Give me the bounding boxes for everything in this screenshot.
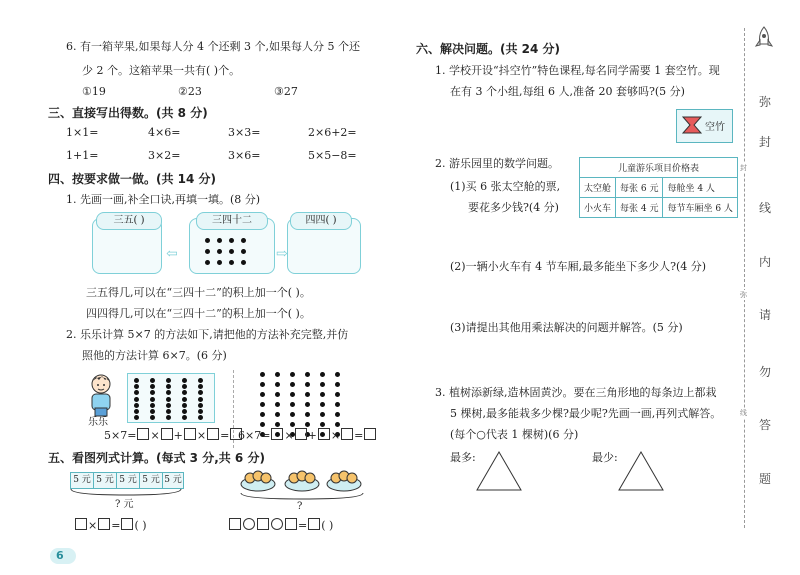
q2-3-text: (3)请提出其他用乘法解决的问题并解答。(5 分) [450,321,683,334]
coin-5yuan: 5 元 [139,472,163,489]
arrow-right-icon: ⇨ [276,246,288,262]
q3-line1: 3. 植树添新绿,造林固黄沙。要在三角形地的每条边上都栽 [435,386,717,399]
dot [134,409,139,414]
dot [182,403,187,408]
money-equation: × = ( ) [74,518,147,533]
q6-option-2: ②23 [178,85,202,98]
q1-line2: 在有 3 个小组,每组 6 人,准备 20 套够吗?(5 分) [450,85,685,98]
q3-line3: (每个○代表 1 棵树)(6 分) [450,428,579,441]
dot [260,422,265,427]
dot [305,402,310,407]
answer-box[interactable] [207,428,219,440]
dot [335,402,340,407]
q3-line2: 5 棵树,最多能栽多少棵?最少呢?先画一画,再列式解答。 [450,407,722,420]
answer-box[interactable] [184,428,196,440]
dot [205,260,210,265]
seal-char: 题 [758,472,771,486]
section-6-title: 六、解决问题。(共 24 分) [416,42,561,56]
dot [229,238,234,243]
diabolo-icon [680,113,704,137]
calc-8: 5×5−8= [308,149,357,162]
seal-small-mark: 线 [740,409,747,417]
seal-small-mark: 封 [740,164,747,172]
answer-box[interactable] [308,518,320,530]
equation-5x7-prefix: 5×7= [104,429,137,442]
dot [198,397,203,402]
dot [198,403,203,408]
kid-name: 乐乐 [88,417,108,428]
dot [260,372,265,377]
answer-box[interactable] [161,428,173,440]
q2-1-line1: (1)买 6 张太空舱的票, [450,180,561,193]
table-cell: 太空舱 [580,178,616,198]
section-4-title: 四、按要求做一做。(共 14 分) [48,172,217,186]
dot [290,402,295,407]
dot [320,372,325,377]
q6-option-3: ③27 [274,85,298,98]
table-cell: 小火车 [580,198,616,218]
dot [166,378,171,383]
unit-paren: ( ) [134,519,147,532]
answer-box[interactable] [121,518,133,530]
fruit-question: ? [297,501,303,512]
dot [182,378,187,383]
kid-lele-illustration [84,372,118,418]
banner-sanwu: 三五( ) [96,212,162,230]
dot [290,372,295,377]
dot [150,409,155,414]
dot [275,382,280,387]
dot [198,409,203,414]
dot [275,392,280,397]
q6-option-1: ①19 [82,85,106,98]
operator-circle[interactable] [243,518,255,530]
table-cell: 每节车厢坐 6 人 [663,198,737,218]
dot [305,382,310,387]
answer-box[interactable] [229,518,241,530]
calc-7: 3×6= [228,149,261,162]
calc-5: 1+1= [66,149,99,162]
dot [290,392,295,397]
equation-5x7: 5×7= × + × = [104,428,243,443]
dot [166,409,171,414]
dot [275,422,280,427]
dot [290,412,295,417]
seal-small-mark: 弥 [740,291,747,299]
dot [305,412,310,417]
table-cell: 每舱坐 4 人 [663,178,737,198]
answer-box[interactable] [318,428,330,440]
q2-2-text: (2)一辆小火车有 4 节车厢,最多能坐下多少人?(4 分) [450,260,707,273]
answer-box[interactable] [75,518,87,530]
kongzhu-label: 空竹 [705,122,725,133]
calc-1: 1×1= [66,126,99,139]
dot [134,378,139,383]
dot [305,422,310,427]
dot [260,392,265,397]
dot [320,422,325,427]
fruit-equation: = ( ) [228,518,333,533]
money-question: ? 元 [115,499,134,510]
most-label: 最多: [450,451,476,464]
q6-line2: 少 2 个。这箱苹果一共有( )个。 [82,64,241,77]
price-table-title: 儿童游乐项目价格表 [580,158,738,178]
fruit-plate-icon [285,471,319,491]
calc-4: 2×6+2= [308,126,357,139]
dot [335,372,340,377]
dot [134,397,139,402]
sec4-q2-line2: 照他的方法计算 6×7。(6 分) [82,349,227,362]
dot [205,238,210,243]
section-5-title: 五、看图列式计算。(每式 3 分,共 6 分) [48,451,265,465]
equation-6x7: 6×7= × + × = [238,428,377,443]
dot [241,238,246,243]
q2-title: 2. 游乐园里的数学问题。 [435,157,559,170]
dot [150,403,155,408]
dot [275,402,280,407]
dot [290,382,295,387]
dot [198,378,203,383]
fruit-plate-icon [327,471,361,491]
q2-1-line2: 要花多少钱?(4 分) [468,201,559,214]
calc-6: 3×2= [148,149,181,162]
seal-char: 请 [758,308,771,322]
dot [166,403,171,408]
fruit-plate-icon [241,471,275,491]
dot [275,412,280,417]
answer-box[interactable] [98,518,110,530]
fill-sentence-2: 四四得几,可以在“三四十二”的积上加一个( )。 [86,307,311,320]
rocket-icon [754,26,774,52]
dot [260,412,265,417]
q6-line1: 6. 有一箱苹果,如果每人分 4 个还剩 3 个,如果每人分 5 个还 [66,40,360,53]
triangle-least[interactable] [617,450,665,492]
dot [320,412,325,417]
dot [305,392,310,397]
fruit-plates-illustration [240,466,364,492]
dot [134,403,139,408]
operator-circle[interactable] [271,518,283,530]
dot [217,249,222,254]
calc-3: 3×3= [228,126,261,139]
seal-char: 封 [758,135,771,149]
answer-box[interactable] [285,518,297,530]
answer-box[interactable] [341,428,353,440]
dot [320,392,325,397]
dot [305,372,310,377]
table-cell: 每张 4 元 [616,198,663,218]
fill-sentence-1: 三五得几,可以在“三四十二”的积上加一个( )。 [86,286,311,299]
price-table [579,157,738,218]
dot [290,422,295,427]
dot [150,378,155,383]
money-bracket [70,488,182,498]
dot [320,382,325,387]
dot [260,382,265,387]
section-3-title: 三、直接写出得数。(共 8 分) [48,106,208,120]
seal-dashed-line [744,28,745,528]
banner-sisi: 四四( ) [290,212,352,230]
answer-box[interactable] [364,428,376,440]
answer-box[interactable] [137,428,149,440]
dot [335,382,340,387]
answer-box[interactable] [271,428,283,440]
coin-5yuan: 5 元 [162,472,184,489]
dot [182,409,187,414]
dot [166,397,171,402]
sec4-q1-text: 1. 先画一画,补全口诀,再填一填。(8 分) [66,193,261,206]
answer-box[interactable] [295,428,307,440]
sec4-q2-line1: 2. 乐乐计算 5×7 的方法如下,请把他的方法补充完整,并仿 [66,328,349,341]
dot [335,412,340,417]
arrow-left-icon: ⇦ [166,246,178,262]
dot [260,402,265,407]
table-row [580,178,738,198]
dot [320,402,325,407]
dot [217,238,222,243]
coin-5yuan: 5 元 [93,472,117,489]
seal-char: 弥 [758,95,771,109]
least-label: 最少: [592,451,618,464]
dot [217,260,222,265]
table-cell: 每张 6 元 [616,178,663,198]
dot [229,249,234,254]
dot [335,422,340,427]
banner-sansishier: 三四十二 [196,212,268,230]
dot [241,249,246,254]
seal-char: 线 [758,201,771,215]
q1-line1: 1. 学校开设“抖空竹”特色课程,每名同学需要 1 套空竹。现 [435,64,720,77]
equation-6x7-prefix: 6×7= [238,429,271,442]
coin-5yuan: 5 元 [116,472,140,489]
dot [205,249,210,254]
calc-2: 4×6= [148,126,181,139]
table-row [580,198,738,218]
seal-char: 答 [758,418,771,432]
seal-char: 内 [758,255,771,269]
dot [182,397,187,402]
answer-box[interactable] [257,518,269,530]
triangle-most[interactable] [475,450,523,492]
dot [241,260,246,265]
dot [229,260,234,265]
unit-paren: ( ) [321,519,334,532]
dot [275,372,280,377]
seal-char: 勿 [758,365,771,379]
dot [335,392,340,397]
page-number: 6 [56,549,64,562]
coin-5yuan: 5 元 [70,472,94,489]
dot [150,397,155,402]
